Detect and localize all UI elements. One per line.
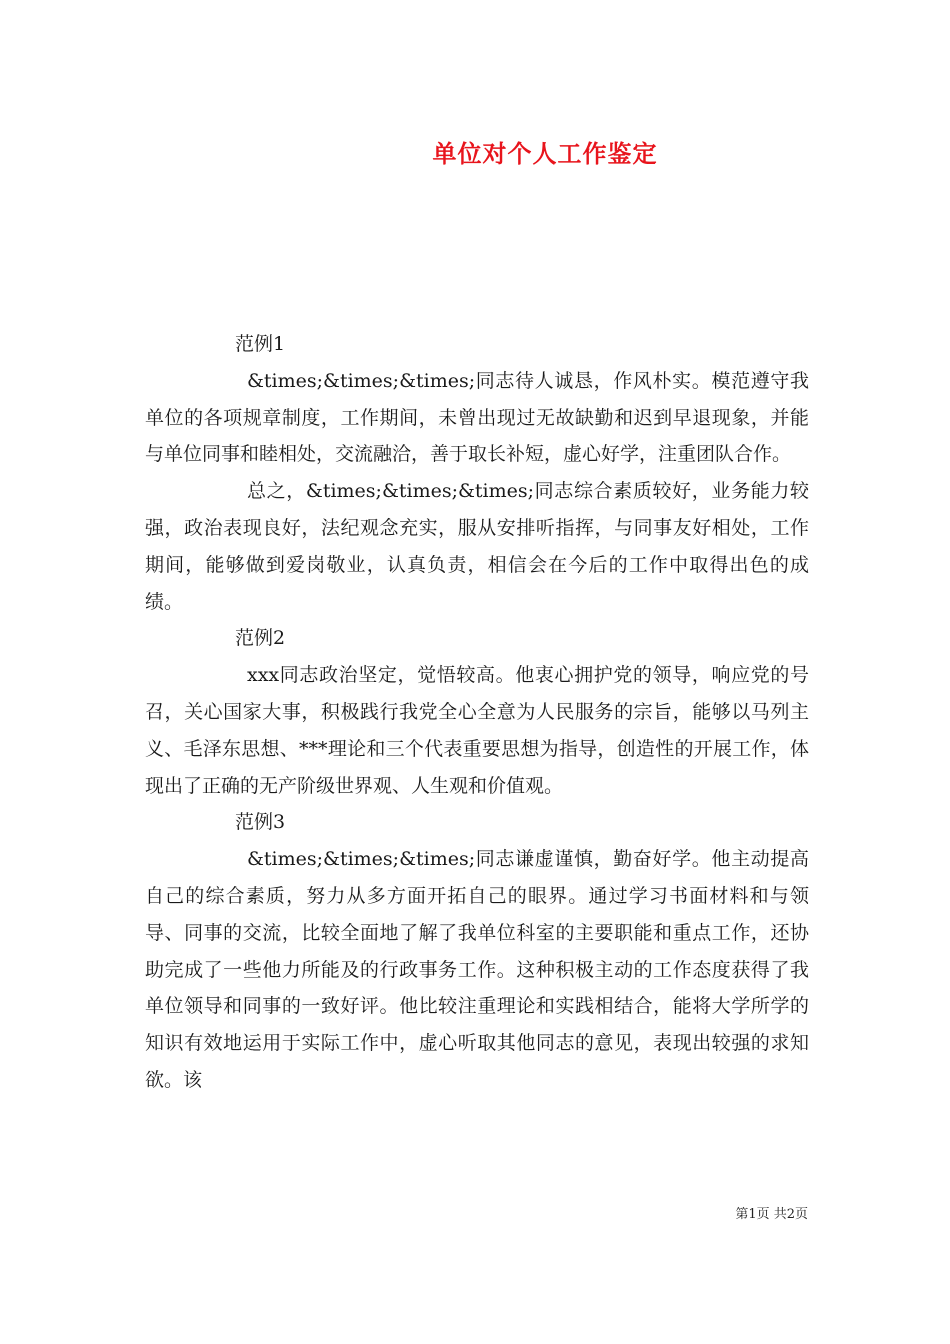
section-label-1: 范例1	[235, 333, 286, 355]
paragraph-4: &times;&times;&times;同志谦虚谨慎，勤奋好学。他主动提高自己的综合素质，努力从多方面开拓自己的眼界。通过学习书面材料和与领导、同事的交流，比较全面地了解了我单位科室的主要职能和重点工作，还协助完成了一些他力所能及的行政事务工作。这种积极主动的工作态度获得了我单位领导和同事的一致好评。他比较注重理论和实践相结合，能将大学所学的知识有效地运用于实际工作中，虚心听取其他同志的意见，表现出较强的求知欲。该	[145, 848, 809, 1091]
paragraph-1: &times;&times;&times;同志待人诚恳，作风朴实。模范遵守我单位的各项规章制度，工作期间，未曾出现过无故缺勤和迟到早退现象，并能与单位同事和睦相处，交流融洽，善于取长补短，虚心好学，注重团队合作。	[145, 369, 809, 466]
section-label-3: 范例3	[235, 811, 286, 834]
page-number: 第1页 共2页	[735, 1207, 808, 1222]
section-label-2: 范例2	[235, 627, 286, 650]
page-title: 单位对个人工作鉴定	[432, 139, 658, 168]
document-body	[145, 326, 809, 1099]
paragraph-2: 总之，&times;&times;&times;同志综合素质较好，业务能力较强，政治表现良好，法纪观念充实，服从安排听指挥，与同事友好相处，工作期间，能够做到爱岗敬业，认真负责，相信会在今后的工作中取得出色的成绩。	[145, 480, 809, 613]
paragraph-3: xxx同志政治坚定，觉悟较高。他衷心拥护党的领导，响应党的号召，关心国家大事，积极践行我党全心全意为人民服务的宗旨，能够以马列主义、毛泽东思想、***理论和三个代表重要思想为指导，创造性的开展工作，体现出了正确的无产阶级世界观、人生观和价值观。	[145, 664, 809, 797]
